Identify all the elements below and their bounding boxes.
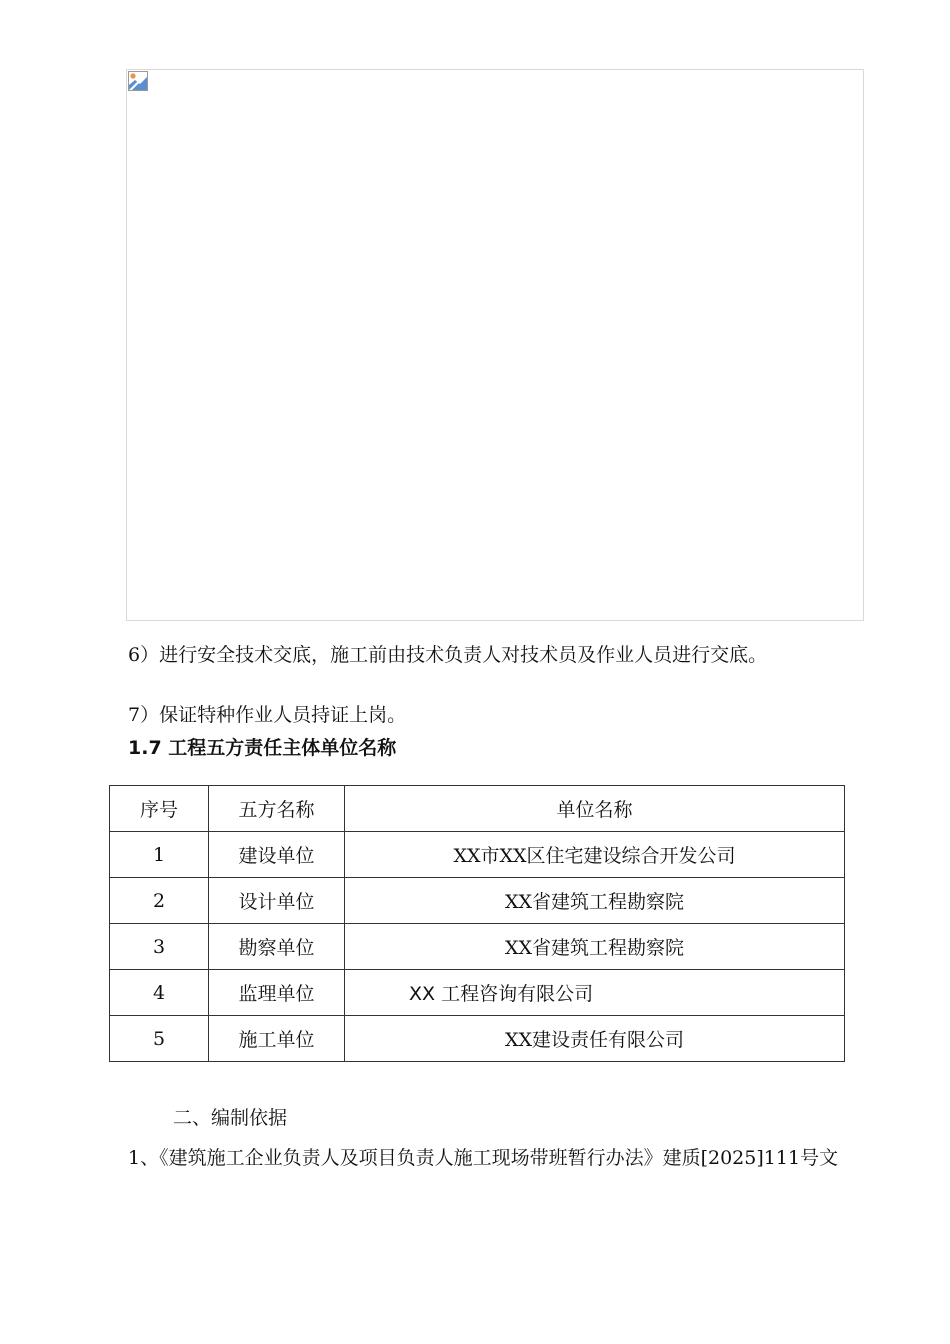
table-header-row: [110, 786, 845, 832]
row-unit-name: XX建设责任有限公司: [345, 1016, 845, 1062]
section-heading: 1.7 工程五方责任主体单位名称: [128, 737, 397, 759]
row-index: 5: [110, 1016, 209, 1062]
row-party: 设计单位: [209, 878, 345, 924]
row-index: 2: [110, 878, 209, 924]
row-party: 勘察单位: [209, 924, 345, 970]
row-party: 施工单位: [209, 1016, 345, 1062]
paragraph-item-6: 6）进行安全技术交底，施工前由技术负责人对技术员及作业人员进行交底。: [128, 644, 768, 666]
row-unit-name: XX 工程咨询有限公司: [345, 970, 845, 1016]
table-row: [110, 832, 845, 878]
row-unit-name: XX省建筑工程勘察院: [345, 878, 845, 924]
row-party: 建设单位: [209, 832, 345, 878]
header-party: 五方名称: [209, 786, 345, 832]
table-row: [110, 878, 845, 924]
header-index: 序号: [110, 786, 209, 832]
paragraph-item-7: 7）保证特种作业人员持证上岗。: [128, 704, 407, 726]
image-placeholder: [126, 69, 864, 621]
table-row: [110, 1016, 845, 1062]
table-row: [110, 924, 845, 970]
row-index: 1: [110, 832, 209, 878]
row-unit-name: XX省建筑工程勘察院: [345, 924, 845, 970]
table-row: [110, 970, 845, 1016]
row-index: 4: [110, 970, 209, 1016]
basis-item-1: 1、《建筑施工企业负责人及项目负责人施工现场带班暂行办法》建质[2025]111号文: [128, 1147, 839, 1169]
row-party: 监理单位: [209, 970, 345, 1016]
row-index: 3: [110, 924, 209, 970]
header-unit-name: 单位名称: [345, 786, 845, 832]
broken-image-icon: [128, 71, 148, 91]
row-unit-name: XX市XX区住宅建设综合开发公司: [345, 832, 845, 878]
responsibility-units-table: [109, 785, 845, 1062]
section-title: 二、编制依据: [173, 1107, 288, 1129]
